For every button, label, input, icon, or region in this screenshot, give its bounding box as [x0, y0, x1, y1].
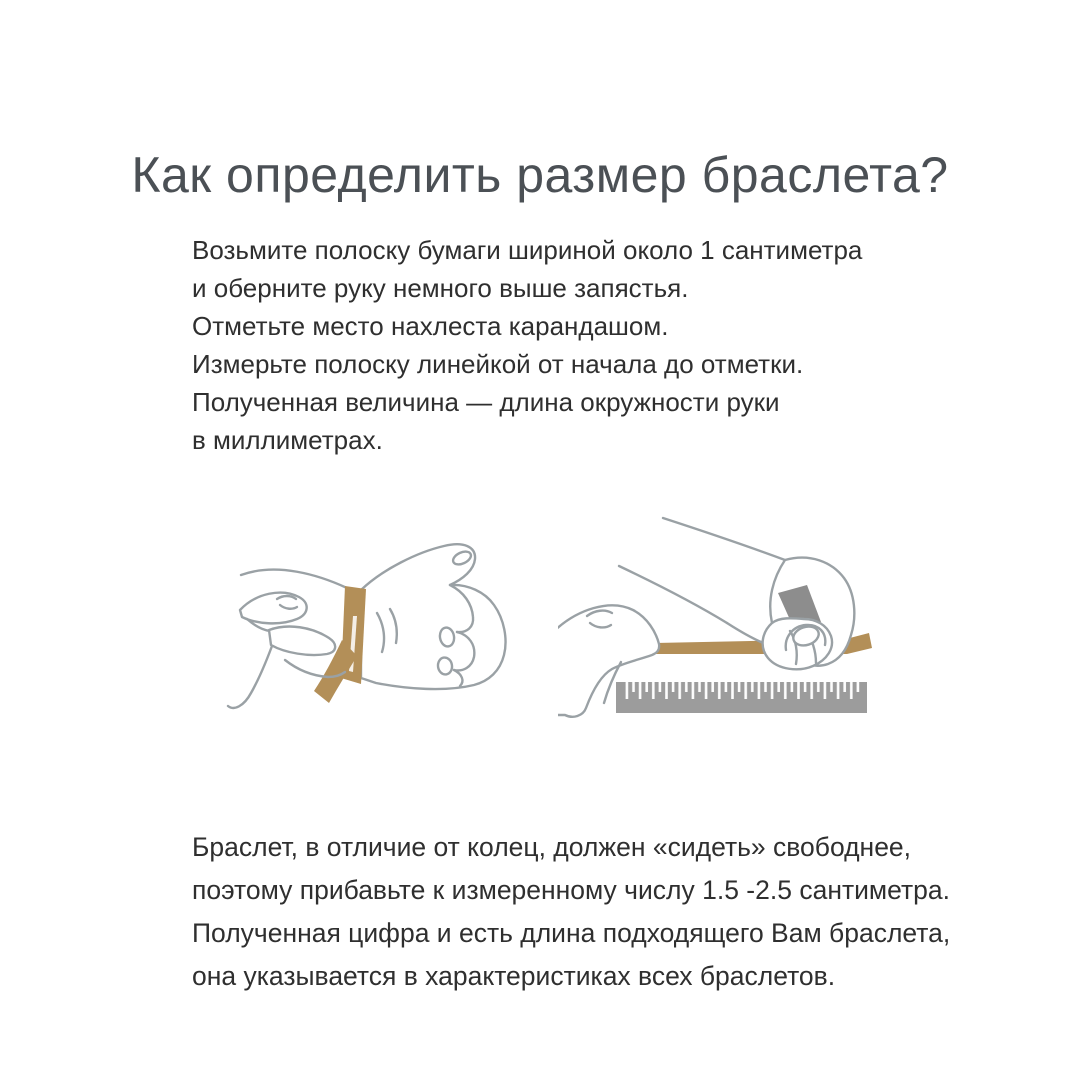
instruction-line: Полученная величина — длина окружности руки	[192, 387, 780, 417]
conclusion-line: она указывается в характеристиках всех браслетов.	[192, 961, 836, 991]
ruler	[616, 682, 867, 713]
wrist-paper-strip-illustration-icon	[225, 520, 555, 742]
instruction-line: в миллиметрах.	[192, 425, 383, 455]
fist-drawing	[361, 544, 506, 689]
conclusion-line: поэтому прибавьте к измеренному числу 1.5 -2.5 сантиметра.	[192, 875, 950, 905]
measuring-strip-ruler-illustration-icon	[558, 500, 910, 745]
conclusion-paragraph	[192, 826, 950, 998]
instruction-line: Отметьте место нахлеста карандашом.	[192, 311, 669, 341]
instruction-line: Возьмите полоску бумаги шириной около 1 сантиметра	[192, 235, 863, 265]
instruction-line: и оберните руку немного выше запястья.	[192, 273, 689, 303]
instructions-paragraph	[192, 231, 862, 459]
conclusion-line: Полученная цифра и есть длина подходящего Вам браслета,	[192, 918, 951, 948]
page-title: Как определить размер браслета?	[131, 147, 949, 203]
forearm-lines	[241, 570, 347, 588]
conclusion-line: Браслет, в отличие от колец, должен «сидеть» свободнее,	[192, 832, 912, 862]
instruction-line: Измерьте полоску линейкой от начала до отметки.	[192, 349, 804, 379]
